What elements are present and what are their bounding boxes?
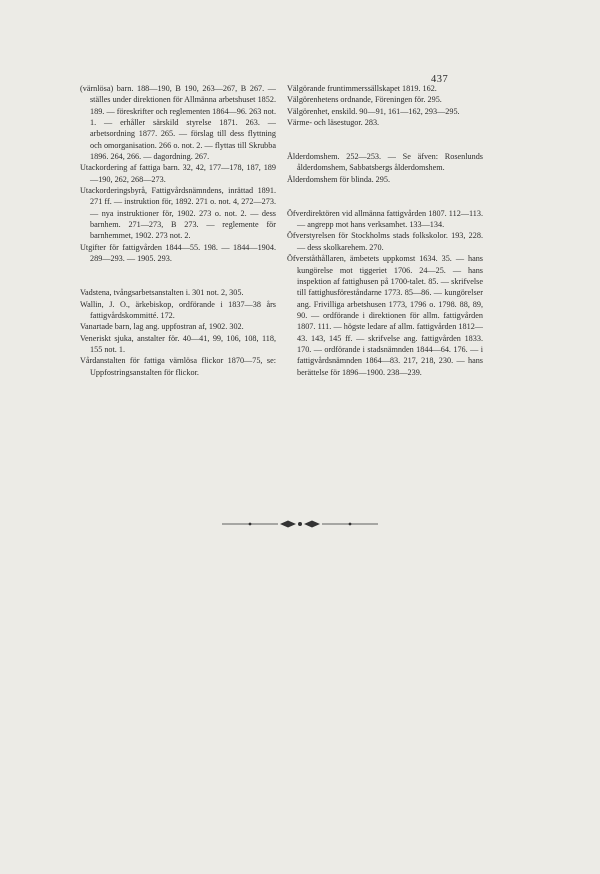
index-entry: Öfverdirektören vid allmänna fattigvården 1807. 112—113. — angrepp mot hans verksamhet. 133—134. bbox=[287, 208, 483, 230]
index-entry: Öfverstyrelsen för Stockholms stads folkskolor. 193, 228. — dess skolkarehem. 270. bbox=[287, 231, 483, 252]
index-entry: Utackordering af fattiga barn. 32, 42, 177—178, 187, 189—190, 262, 268—273. bbox=[80, 163, 276, 184]
index-entry: Välgörenhet, enskild. 90—91, 161—162, 293—295. bbox=[287, 106, 460, 116]
index-entry: Utgifter för fattigvården 1844—55. 198. — 1844—1904. 289—293. — 1905. 293. bbox=[80, 242, 276, 264]
index-gap bbox=[80, 276, 276, 287]
index-gap bbox=[287, 196, 483, 207]
index-gap bbox=[287, 185, 483, 196]
index-entry: Ålderdomshem. 252—253. — Se äfven: Rosenlunds ålderdomshem, Sabbatsbergs ålderdomshem. bbox=[287, 152, 483, 173]
index-entry: Ålderdomshem för blinda. 295. bbox=[287, 174, 391, 184]
index-entry: Vadstena, tvångsarbetsanstalten i. 301 not. 2, 305. bbox=[80, 288, 244, 298]
index-gap bbox=[287, 140, 483, 151]
index-gap bbox=[287, 128, 483, 139]
page-number: 437 bbox=[431, 74, 449, 85]
index-column-right bbox=[287, 83, 483, 378]
index-entry: Välgörenhetens ordnande, Föreningen för. 295. bbox=[287, 95, 442, 105]
index-gap bbox=[80, 265, 276, 276]
index-entry: Vanartade barn, lag ang. uppfostran af, 1902. 302. bbox=[80, 322, 244, 332]
index-entry: Välgörande fruntimmerssällskapet 1819. 162. bbox=[287, 84, 437, 93]
ornament-icon bbox=[220, 518, 380, 530]
index-entry: Öfverståthållaren, ämbetets uppkomst 1634. 35. — hans kungörelse mot tiggeriet 1706. 24—25. — hans inspektion af fattighusen på 1700-talet. 85. — skrifvelse till fattighusföreståndarne 1773. 85—86. — kungörelser ang. Frivilliga arbetshusen 1773, 1796 o. 1798. 88, 89, 90. — ordförande i direktionen för allm. fattigvården 1807. 111. — högste ledare af allm. fattigvården 1812—43. 143, 145 ff. — skrifvelse ang. fattigvården 1833. 170. — ordförande i stadsnämnden 1844—64. 176. — i fattigvårdsnämnden 1864—83. 217, 218, 230. — hans berättelse för 1896—1900. 238—239. bbox=[287, 254, 483, 377]
index-entry: (värnlösa) barn. 188—190, B 190, 263—267, B 267. — ställes under direktionen för Allmänna arbetshuset 1852. 189. — föreskrifter och reglementen 1864—96. 263 not. 1. — erhåller särskild styrelse 1871. 263. — arbetsordning 1877. 265. — förslag till dess flyttning och omorganisation. 266 o. not. 2. — flyttas till Skrubba 1896. 264, 266. — dagordning. 267. bbox=[80, 84, 276, 162]
index-entry: Värme- och läsestugor. 283. bbox=[287, 118, 380, 128]
index-entry: Utackorderingsbyrå, Fattigvårdsnämndens, inrättad 1891. 271 ff. — instruktion för, 1892. 271 o. not. 4, 272—273. — nya instruktioner för, 1902. 273 o. not. 2. — dess barnhem. 271—273, B 273. — reglemente för barnhemmet, 1902. 273 not. 2. bbox=[80, 186, 276, 241]
index-entry: Vårdanstalten för fattiga värnlösa flickor 1870—75, se: Uppfostringsanstalten för flickor. bbox=[80, 356, 276, 377]
ornament-divider bbox=[220, 518, 380, 530]
index-column-left bbox=[80, 83, 276, 378]
index-entry: Veneriskt sjuka, anstalter för. 40—41, 99, 106, 108, 118, 155 not. 1. bbox=[80, 333, 276, 354]
index-entry: Wallin, J. O., ärkebiskop, ordförande i 1837—38 års fattigvårdskommitté. 172. bbox=[80, 299, 276, 320]
